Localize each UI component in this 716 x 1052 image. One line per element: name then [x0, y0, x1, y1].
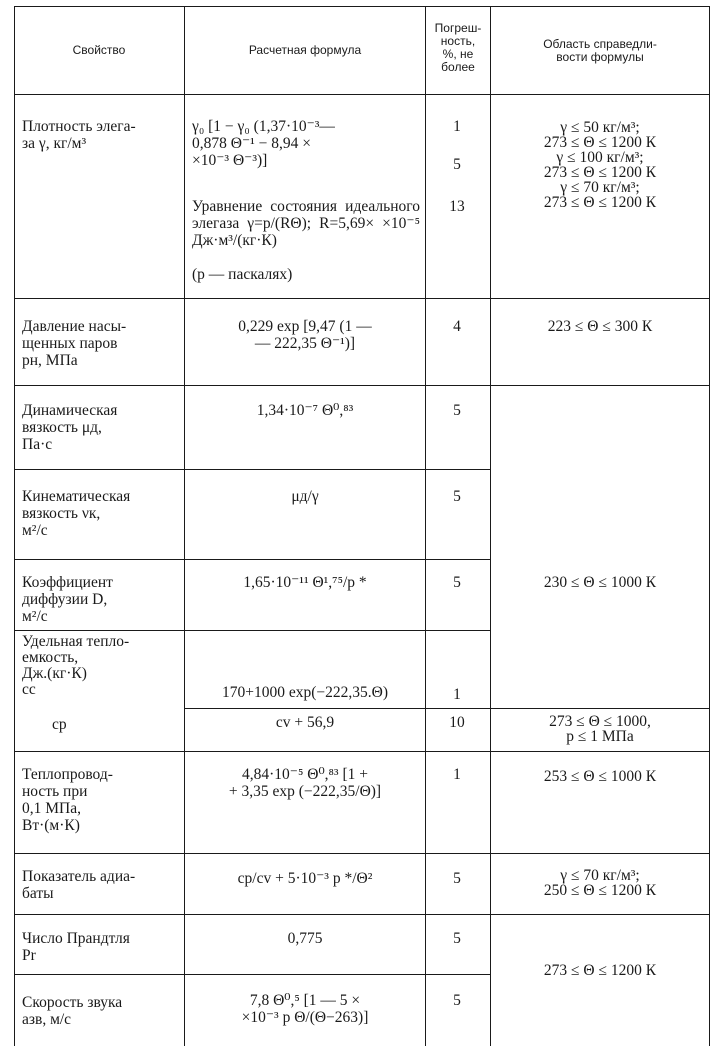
- property-dynamic-viscosity: Динамическая вязкость μд, Па·с: [22, 402, 118, 453]
- property-prandtl: Число Прандтля Pr: [22, 930, 130, 964]
- error-thermal-conductivity: 1: [453, 766, 461, 783]
- rule-top: [14, 6, 710, 7]
- formula-density-note: (p — паскалях): [192, 266, 293, 283]
- range-cp: 273 ≤ Θ ≤ 1000, p ≤ 1 МПа: [549, 713, 651, 745]
- formula-kinematic-viscosity: μд/γ: [291, 488, 319, 505]
- property-thermal-conductivity: Теплопровод- ность при 0,1 МПа, Вт·(м·К): [22, 766, 113, 834]
- error-sound-speed: 5: [453, 992, 461, 1009]
- header-error: Погреш- ность, %, не более: [434, 21, 482, 74]
- property-sound-speed: Скорость звука aзв, м/с: [22, 994, 123, 1028]
- rule-col: [490, 6, 491, 1046]
- formula-thermal-conductivity: 4,84·10⁻⁵ Θ⁰,⁸³ [1 + + 3,35 exp (−222,35/Θ)]: [228, 766, 382, 800]
- formula-prandtl: 0,775: [287, 930, 323, 947]
- error-cp: 10: [449, 714, 465, 731]
- rule-cp: [184, 708, 710, 709]
- rule-row: [14, 974, 490, 975]
- rule-row: [14, 914, 710, 915]
- rule-row: [14, 853, 710, 854]
- rule-row: [14, 469, 490, 470]
- range-viscosity-group: 230 ≤ Θ ≤ 1000 К: [543, 574, 657, 591]
- property-saturation-pressure: Давление насы- щенных паров pн, МПа: [22, 318, 127, 369]
- formula-dynamic-viscosity: 1,34·10⁻⁷ Θ⁰,⁸³: [256, 402, 354, 419]
- rule-row: [14, 298, 710, 299]
- range-prandtl-group: 273 ≤ Θ ≤ 1200 К: [543, 962, 657, 979]
- formula-sound-speed: 7,8 Θ⁰,⁵ [1 — 5 × ×10⁻³ p Θ/(Θ−263)]: [241, 992, 369, 1026]
- property-diffusion: Коэффициент диффузии D, м²/с: [22, 574, 113, 625]
- error-density-2: 5: [453, 156, 461, 173]
- rule-row: [14, 751, 710, 752]
- properties-table: [4, 4, 712, 1048]
- property-specific-heat: Удельная тепло- емкость, Дж.(кг·К) сс: [22, 633, 130, 698]
- formula-adiabatic-index: cp/cv + 5·10⁻³ p */Θ²: [237, 870, 373, 887]
- range-density: γ ≤ 50 кг/м³; 273 ≤ Θ ≤ 1200 К γ ≤ 100 кг/м³; 273 ≤ Θ ≤ 1200 К γ ≤ 70 кг/м³; 273 ≤ Θ ≤ 1200 К: [543, 119, 657, 211]
- rule-row: [14, 559, 490, 560]
- error-density-3: 13: [449, 198, 465, 215]
- rule-row: [14, 385, 710, 386]
- rule-left: [14, 6, 15, 1046]
- formula-density-a: γ₀ [1 − γ₀ (1,37·10⁻³— 0,878 Θ⁻¹ − 8,94 × ×10⁻³ Θ⁻³)]: [192, 118, 335, 169]
- formula-cp: cv + 56,9: [275, 714, 335, 731]
- error-kinematic-viscosity: 5: [453, 488, 461, 505]
- error-density-1: 1: [453, 118, 461, 135]
- rule-header: [14, 94, 710, 95]
- property-adiabatic-index: Показатель адиа- баты: [22, 868, 136, 902]
- header-range: Область справедли- вости формулы: [543, 37, 657, 64]
- rule-col: [184, 6, 185, 1046]
- rule-right: [709, 6, 710, 1046]
- error-dynamic-viscosity: 5: [453, 402, 461, 419]
- formula-specific-heat: 170+1000 exp(−222,35.Θ): [221, 684, 388, 701]
- rule-row: [14, 630, 490, 631]
- error-prandtl: 5: [453, 930, 461, 947]
- rule-col: [425, 6, 426, 1046]
- range-adiabatic-index: γ ≤ 70 кг/м³; 250 ≤ Θ ≤ 1200 К: [543, 867, 657, 899]
- error-specific-heat: 1: [453, 686, 461, 703]
- error-saturation-pressure: 4: [453, 318, 461, 335]
- header-formula: Расчетная формула: [248, 43, 362, 57]
- property-kinematic-viscosity: Кинематическая вязкость νк, м²/с: [22, 488, 131, 539]
- error-adiabatic-index: 5: [453, 870, 461, 887]
- formula-saturation-pressure: 0,229 exp [9,47 (1 — — 222,35 Θ⁻¹)]: [238, 318, 372, 352]
- header-property: Свойство: [72, 43, 126, 57]
- property-density: Плотность элега- за γ, кг/м³: [22, 118, 136, 152]
- range-thermal-conductivity: 253 ≤ Θ ≤ 1000 К: [543, 768, 657, 785]
- error-diffusion: 5: [453, 574, 461, 591]
- formula-density-b: Уравнение состояния идеального элегаза γ=p/(RΘ); R=5,69× ×10⁻⁵ Дж·м³/(кг·К): [192, 198, 420, 249]
- property-cp: cp: [52, 716, 67, 733]
- formula-diffusion: 1,65·10⁻¹¹ Θ¹,⁷⁵/p *: [243, 574, 367, 591]
- range-saturation-pressure: 223 ≤ Θ ≤ 300 К: [547, 318, 653, 335]
